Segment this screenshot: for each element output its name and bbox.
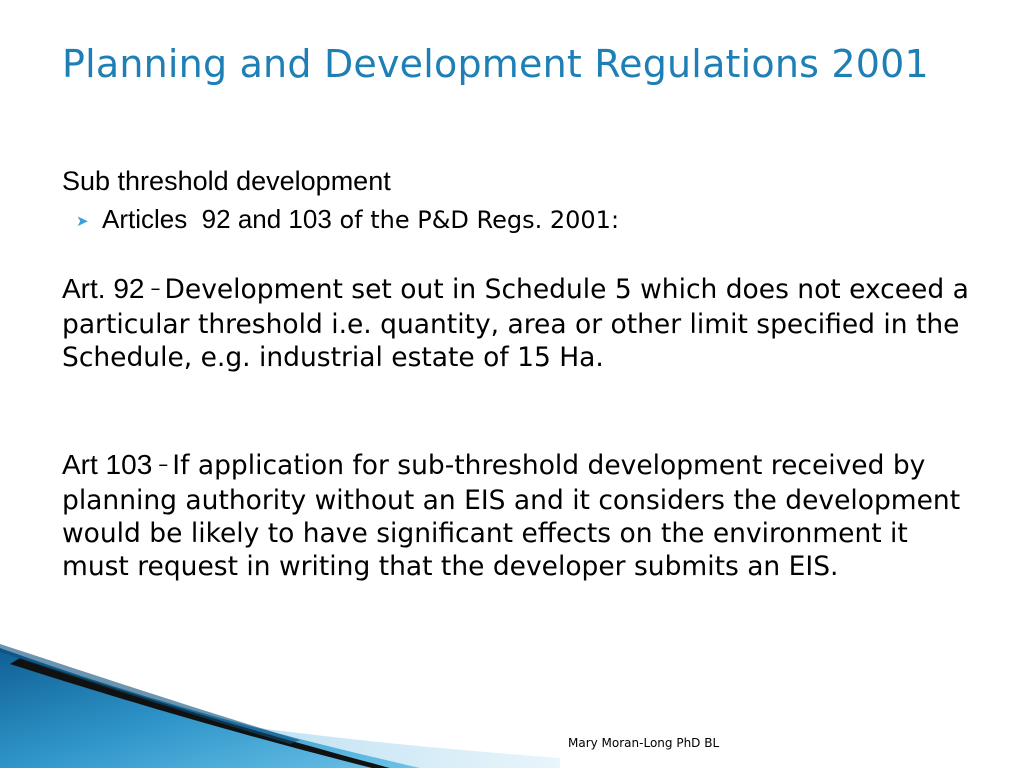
corner-swoosh-decoration — [0, 640, 560, 768]
bullet-bold-text: Articles 92 and 103 — [102, 204, 332, 234]
bullet-rest-text: of the P&D Regs. 2001: — [331, 206, 620, 234]
bullet-item — [76, 202, 619, 240]
arrow-bullet-icon: ➤ — [76, 212, 89, 230]
subheading: Sub threshold development — [62, 166, 391, 196]
art92-paragraph — [62, 272, 972, 374]
art92-dash: – — [150, 276, 161, 300]
art103-text: If application for sub-threshold development received by planning authority without an EIS and it considers the development would be likely to have significant effects on the environment it must request in writing that the developer submits an EIS. — [62, 450, 961, 582]
art92-text: Development set out in Schedule 5 which does not exceed a particular threshold i.e. quantity, area or other limit specified in the Schedule, e.g. industrial estate of 15 Ha. — [62, 274, 969, 373]
slide-title: Planning and Development Regulations 2001 — [62, 42, 929, 86]
art92-label: Art. 92 — [62, 273, 145, 304]
footer-author: Mary Moran-Long PhD BL — [568, 736, 720, 750]
art103-paragraph — [62, 448, 972, 583]
art103-label: Art 103 — [62, 449, 153, 480]
art103-dash: – — [158, 452, 169, 476]
